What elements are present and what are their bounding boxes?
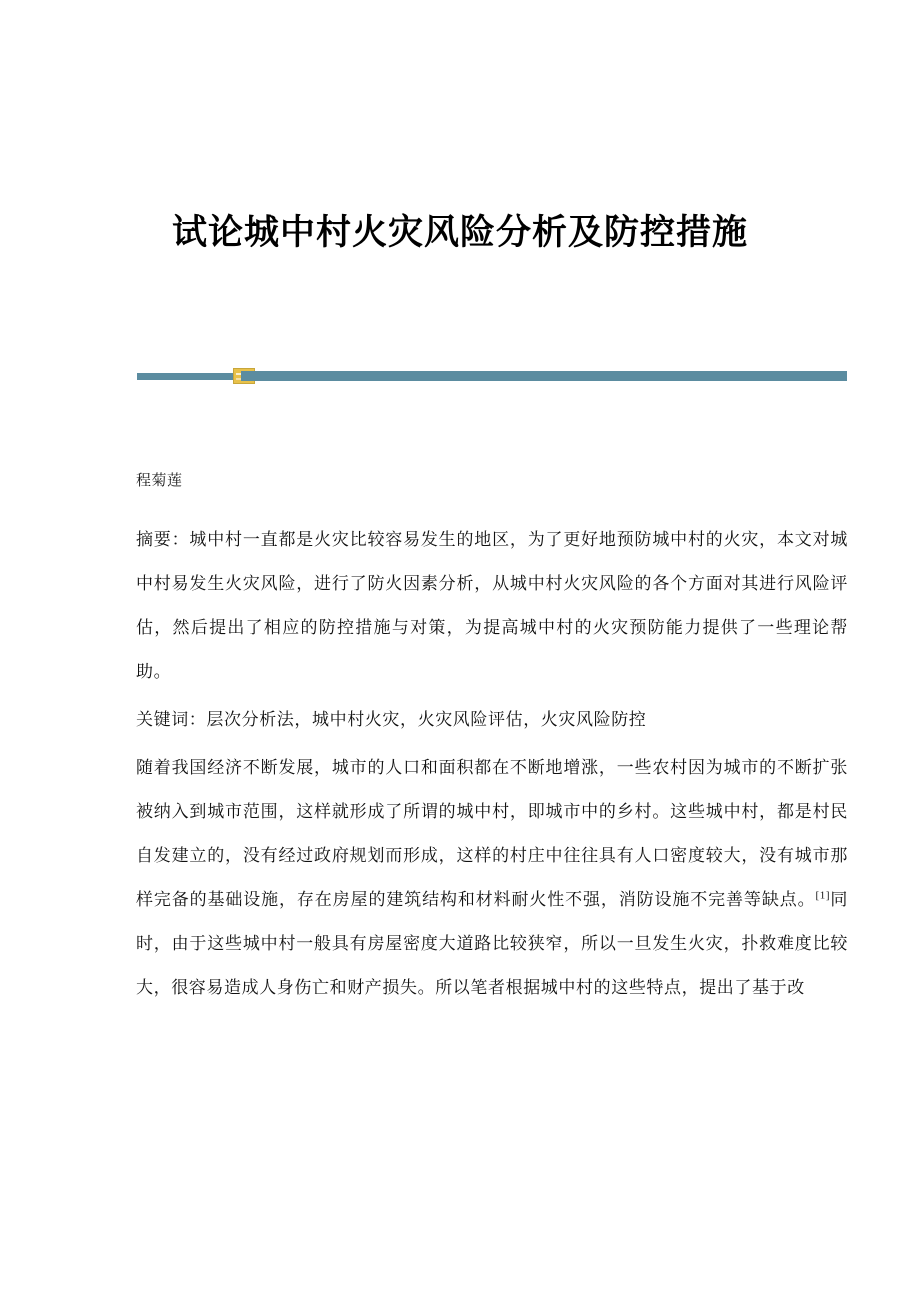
page-title: 试论城中村火灾风险分析及防控措施: [171, 213, 748, 253]
document-body: [136, 468, 848, 1014]
divider-bar-main: [241, 371, 847, 381]
intro-paragraph: [136, 746, 848, 1010]
reference-marker: [1]: [815, 889, 831, 902]
abstract-paragraph: 摘要：城中村一直都是火灾比较容易发生的地区，为了更好地预防城中村的火灾，本文对城中村易发生火灾风险，进行了防火因素分析，从城中村火灾风险的各个方面对其进行风险评估，然后提出了相应的防控措施与对策，为提高城中村的火灾预防能力提供了一些理论帮助。: [136, 530, 848, 681]
intro-paragraph-continuation: 同时，由于这些城中村一般具有房屋密度大道路比较狭窄，所以一旦发生火灾，扑救难度比较大，很容易造成人身伤亡和财产损失。所以笔者根据城中村的这些特点，提出了基于改: [136, 890, 848, 997]
keywords-paragraph: 关键词：层次分析法，城中村火灾，火灾风险评估，火灾风险防控: [136, 710, 647, 729]
intro-paragraph-text: 随着我国经济不断发展，城市的人口和面积都在不断地增涨，一些农村因为城市的不断扩张被纳入到城市范围，这样就形成了所谓的城中村，即城市中的乡村。这些城中村，都是村民自发建立的，没有经过政府规划而形成，这样的村庄中往往具有人口密度较大，没有城市那样完备的基础设施，存在房屋的建筑结构和材料耐火性不强，消防设施不完善等缺点。: [136, 758, 848, 909]
divider-bar-left: [137, 373, 237, 380]
author-name: 程菊莲: [136, 473, 183, 489]
decorative-divider: [137, 368, 847, 384]
